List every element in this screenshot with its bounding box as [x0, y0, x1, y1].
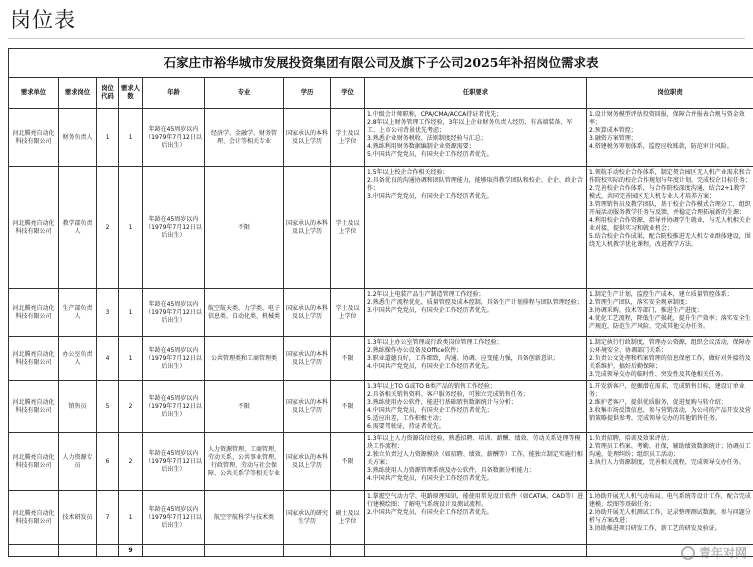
requirement-line: 2.独立负责过人力资源模块（如招聘、绩效、薪酬等）工作，能独立制定实施行相关方案； [367, 451, 583, 466]
watermark-logo-icon [681, 546, 695, 560]
cell-age: 年龄在45周岁以内（1979年7月12日以后出生） [143, 337, 205, 381]
table-row [9, 289, 753, 337]
heading-divider [8, 38, 745, 39]
cell-unit: 河北腾亮自动化科技有限公司 [9, 167, 59, 289]
duty-line: 1.领航手动校企合作体系，制定契合园区无人机产业需求和合作院校实际的校企合作规划与年度计划，完成校企目标任务； [589, 169, 752, 184]
total-empty-cell [9, 545, 59, 557]
cell-code: 4 [97, 337, 119, 381]
requirement-line: 5.中国共产党党员，有国央企工作经历者优先。 [367, 151, 493, 158]
cell-duties [587, 381, 753, 433]
duty-line: 4.搭建税务筹划体系，监控应收账款，防范审计风险。 [589, 143, 733, 150]
requirement-line: 1.中级会计师职称，CPA/CMA/ACCA持证者优先； [367, 111, 503, 118]
cell-unit: 河北腾亮自动化科技有限公司 [9, 109, 59, 167]
total-empty-cell [365, 545, 587, 557]
cell-post: 教学部负责人 [59, 167, 97, 289]
cell-code: 7 [97, 491, 119, 545]
header-post: 需求岗位 [59, 78, 97, 109]
duty-line: 2.协助开展无人机测试工作，记录整理测试数据，参与问题分析与方案改进； [589, 509, 751, 524]
cell-duties [587, 109, 753, 167]
job-requirements-table [8, 48, 753, 557]
total-empty-cell [97, 545, 119, 557]
header-major: 专业 [205, 78, 284, 109]
requirement-line: 2.具备优良的沟通协调和团队管理能力，能够取得教学团队和校企、企企、政企合作； [367, 177, 583, 192]
cell-unit: 河北腾亮自动化科技有限公司 [9, 381, 59, 433]
table-row [9, 109, 753, 167]
header-code: 岗位代码 [97, 78, 119, 109]
duty-line: 3.管理销售员及教学团队，基于校企合作模式合理分工，组织开展活动服务教学任务与反馈，并稳定合理拓展新的生源； [589, 201, 751, 216]
cell-code: 5 [97, 381, 119, 433]
cell-code: 6 [97, 433, 119, 491]
total-row [9, 545, 753, 557]
cell-education: 国家承认的本科及以上学历 [284, 109, 331, 167]
requirement-line: 4.熟练利用财务数据编制企业资源需要； [367, 143, 475, 150]
cell-degree: 不限 [331, 337, 365, 381]
cell-major: 经济学、金融学、财务管理、会计等相关专业 [205, 109, 284, 167]
duty-line: 1.制定生产计划，监控生产成本，建立质量管控体系； [589, 291, 733, 298]
cell-degree: 学士及以上学位 [331, 289, 365, 337]
cell-post: 财务负责人 [59, 109, 97, 167]
requirement-line: 1.3年以上办公室管理或行政类岗位管理工作经验； [367, 339, 503, 346]
cell-requirements [365, 109, 587, 167]
cell-age: 年龄在45周岁以内（1979年7月12日以后出生） [143, 109, 205, 167]
cell-degree: 不限 [331, 433, 365, 491]
cell-post: 销售员 [59, 381, 97, 433]
table-row [9, 381, 753, 433]
cell-major: 不限 [205, 167, 284, 289]
table-header-row [9, 78, 753, 109]
cell-unit: 河北腾亮自动化科技有限公司 [9, 289, 59, 337]
watermark-text: 青年对网 [698, 546, 747, 560]
header-age: 年龄 [143, 78, 205, 109]
header-requirements: 任职要求 [365, 78, 587, 109]
cell-post: 技术研发员 [59, 491, 97, 545]
cell-code: 3 [97, 289, 119, 337]
cell-duties [587, 289, 753, 337]
header-count: 需求人数 [119, 78, 143, 109]
cell-education: 国家承认的本科及以上学历 [284, 167, 331, 289]
total-count: 9 [119, 545, 143, 557]
cell-duties [587, 491, 753, 545]
cell-age: 年龄在45周岁以内（1979年7月12日以后出生） [143, 289, 205, 337]
cell-count: 2 [119, 381, 143, 433]
cell-major: 航空航天类、力学类、电子信息类、自动化类、机械类 [205, 289, 284, 337]
cell-count: 1 [119, 109, 143, 167]
requirement-line: 2.中国共产党党员，有国央企工作经历者优先。 [367, 509, 493, 516]
header-duties: 岗位职责 [587, 78, 753, 109]
cell-major: 人力资源管理、工商管理、劳动关系、公共事业管理、行政管理、劳动与社会保障、公共关系学等相关专业 [205, 433, 284, 491]
requirement-line: 5.适应出差，工作积极主动； [367, 415, 445, 422]
cell-count: 1 [119, 491, 143, 545]
cell-count: 1 [119, 289, 143, 337]
requirement-line: 2.8年以上财务管理工作经验，3年以上企业财务负责人经历，有高端装备、军工、上市公司背景优先考虑； [367, 119, 573, 134]
cell-requirements [365, 491, 587, 545]
table-row [9, 337, 753, 381]
cell-requirements [365, 433, 587, 491]
cell-degree: 硕士及以上学位 [331, 491, 365, 545]
duty-line: 3.协调采购、技术等部门，推进生产进度； [589, 307, 703, 314]
cell-age: 年龄在45周岁以内（1979年7月12日以后出生） [143, 167, 205, 289]
cell-major: 航空宇航科学与技术类 [205, 491, 284, 545]
duty-line: 2.管理生产团队，落实安全规章制度； [589, 299, 691, 306]
requirement-line: 3.职业道德良好，工作细致，沟通、协调、应变能力强，具备创新意识； [367, 355, 559, 362]
requirement-line: 2.熟悉生产流程优化、质量管控及成本控制，具备生产计划排程与团队管理经验； [367, 299, 583, 306]
requirement-line: 2.熟练操作办公设备及Office软件； [367, 347, 463, 354]
duty-line: 2.完善校企合作体系，与合作院校深度沟通，结合2+1教学模式，共同完善园区无人机专业人才培养方案； [589, 185, 746, 200]
table-title: 石家庄市裕华城市发展投资集团有限公司及旗下子公司2025年补招岗位需求表 [9, 49, 753, 78]
requirement-line: 3.熟练使用人力资源管理系统及办公软件，具备数据分析能力； [367, 467, 535, 474]
cell-education: 国家承认的本科及以上学历 [284, 433, 331, 491]
requirement-line: 1.2年以上电装产品生产制造管理工作经验； [367, 291, 485, 298]
cell-education: 国家承认的本科及以上学历 [284, 381, 331, 433]
watermark [681, 544, 747, 561]
requirement-line: 3.中国共产党党员，有国央企工作经历者优先。 [367, 193, 493, 200]
requirement-line: 4.中国共产党党员，有国央企工作经历者优先。 [367, 475, 493, 482]
requirement-line: 4.中国共产党党员，有国央企工作经历者优先。 [367, 363, 493, 370]
duty-line: 1.协助开展无人机气动布局、电气系统等设计工作，配合完成建模、绘图等基础任务； [589, 493, 751, 508]
duty-line: 3.完成领导交办的临时性、突发性及其他相关任务。 [589, 371, 727, 378]
requirement-line: 4.中国共产党党员，有国央企工作经历者优先； [367, 407, 493, 414]
cell-major: 公共管理类和工商管理类 [205, 337, 284, 381]
cell-count: 1 [119, 167, 143, 289]
cell-post: 人力资源专员 [59, 433, 97, 491]
cell-degree: 不限 [331, 381, 365, 433]
cell-code: 2 [97, 167, 119, 289]
duty-line: 1.制定执行行政制度，管理办公资源，组织会议活动，保障办公环境安全、协调部门关系； [589, 339, 751, 354]
requirement-line: 2.具备相关销售资料、客户服务经验，可独立完成销售任务； [367, 391, 529, 398]
table-row [9, 433, 753, 491]
cell-post: 办公室负责人 [59, 337, 97, 381]
cell-degree: 学士及以上学位 [331, 109, 365, 167]
cell-age: 年龄在45周岁以内（1979年7月12日以后出生） [143, 491, 205, 545]
requirement-line: 3.熟悉企业财务税收、法则制度经验与汇总； [367, 135, 487, 142]
job-table-sheet [8, 48, 753, 567]
requirement-line: 3.中国共产党党员，有国央企工作经历者优先。 [367, 307, 493, 314]
duty-line: 2.维护老客户，提供优质服务，促进复购与转介绍； [589, 399, 727, 406]
duty-line: 4.优化工艺流程，降低生产损耗，提升生产效率；落实安全生产规范，防范生产风险，完成其他交办任务。 [589, 315, 751, 330]
cell-duties [587, 337, 753, 381]
cell-duties [587, 167, 753, 289]
cell-count: 1 [119, 337, 143, 381]
cell-major: 不限 [205, 381, 284, 433]
total-empty-cell [143, 545, 205, 557]
cell-count: 2 [119, 433, 143, 491]
requirement-line: 3.熟练使用办公软件，能进行基础销售数据统计与分析； [367, 399, 517, 406]
cell-duties [587, 433, 753, 491]
duty-line: 3.收集市场反馈信息，参与营销活动，为公司的产品开发及营销策略提供参考，完成领导交办的其他销售任务。 [589, 407, 751, 422]
cell-education: 国家承认的研究生学历 [284, 491, 331, 545]
header-degree: 学位 [331, 78, 365, 109]
cell-post: 生产部负责人 [59, 289, 97, 337]
cell-education: 国家承认的本科及以上学历 [284, 337, 331, 381]
table-row [9, 167, 753, 289]
cell-unit: 河北腾亮自动化科技有限公司 [9, 337, 59, 381]
page-heading: 岗位表 [10, 8, 76, 32]
duty-line: 5.结合校企合作成果，配合院校推进无人机专业群体建设，围绕无人机教学优化课程，改进教学方法。 [589, 233, 751, 248]
duty-line: 2.预算成本管控； [589, 127, 637, 134]
total-empty-cell [331, 545, 365, 557]
header-education: 学历 [284, 78, 331, 109]
requirement-line: 1.3年以上人力资源岗位经验，熟悉招聘、培训、薪酬、绩效、劳动关系处理等模块工作流程； [367, 435, 581, 450]
cell-requirements [365, 167, 587, 289]
requirement-line: 1.5年以上校企合作相关经验； [367, 169, 449, 176]
duty-line: 2.负责公文处理和档案管理的信息保密工作，做好对外接待及关系维护，搞好后勤保障； [589, 355, 751, 370]
duty-line: 3.协助推进项目研发工作，新工艺的研发及验证。 [589, 525, 721, 532]
total-empty-cell [284, 545, 331, 557]
cell-age: 年龄在45周岁以内（1979年7月12日以后出生） [143, 433, 205, 491]
duty-line: 2.管理员工档案、考勤、社保，辅助绩效数据统计；协调员工沟通，处理纠纷；组织员工活动； [589, 443, 751, 458]
cell-requirements [365, 337, 587, 381]
header-unit: 需求单位 [9, 78, 59, 109]
requirement-line: 1.掌握空气动力学、电路原理知识，能使用常见设计软件（如CATIA、CAD等）进行建模绘图；了解电气系统设计及测试流程。 [367, 493, 584, 508]
table-row [9, 491, 753, 545]
cell-requirements [365, 289, 587, 337]
duty-line: 1.负责招聘，培训及效果评估； [589, 435, 673, 442]
total-empty-cell [59, 545, 97, 557]
cell-code: 1 [97, 109, 119, 167]
duty-line: 4.利用校企合作资源，指导并协调学生就业，与无人机相关企业对接，提供实习和就业机会； [589, 217, 751, 232]
duty-line: 3.融资方案管理； [589, 135, 637, 142]
cell-age: 年龄在45周岁以内（1979年7月12日以后出生） [143, 381, 205, 433]
cell-unit: 河北腾亮自动化科技有限公司 [9, 491, 59, 545]
requirement-line: 1.3年以上TO G或TO B类产品的销售工作经验； [367, 383, 496, 390]
cell-education: 国家承认的本科及以上学历 [284, 289, 331, 337]
duty-line: 1.设计财务模型评估投资回报，保障合并报表合规与资金效率； [589, 111, 745, 126]
cell-requirements [365, 381, 587, 433]
duty-line: 1.开发新客户，挖掘潜在需求，完成销售目标，建设订单业务； [589, 383, 745, 398]
requirement-line: 6.需要驾驶证，持证者优先。 [367, 423, 445, 430]
total-empty-cell [205, 545, 284, 557]
duty-line: 3.执行人力资源制度，完善相关流程，完成领导交办任务。 [589, 459, 745, 466]
cell-unit: 河北腾亮自动化科技有限公司 [9, 433, 59, 491]
cell-degree: 学士及以上学位 [331, 167, 365, 289]
